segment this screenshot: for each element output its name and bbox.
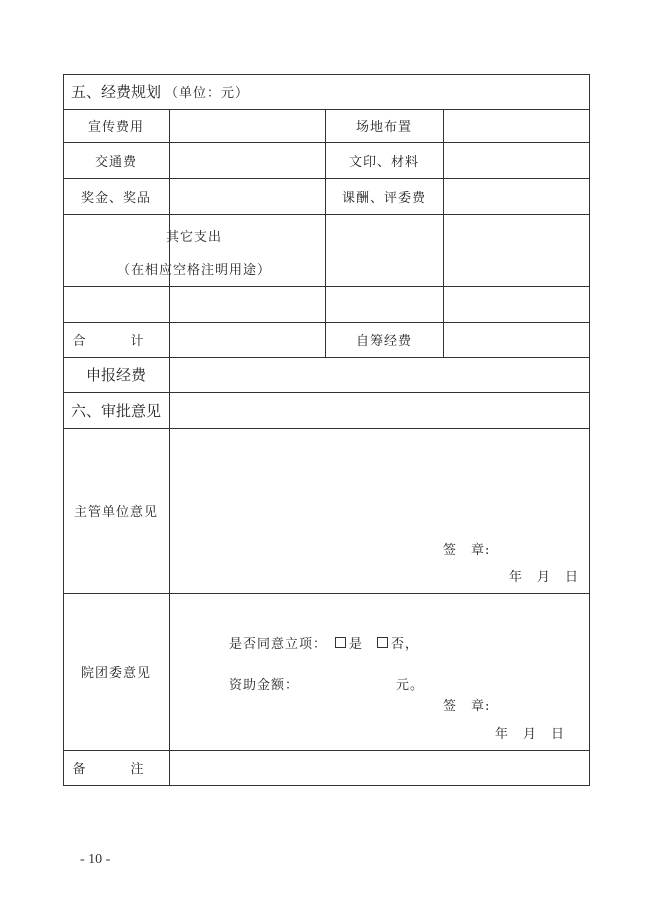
funding-approval-table	[63, 74, 590, 786]
col-rule	[169, 357, 170, 428]
label-total: 合 计	[72, 334, 160, 349]
section5-title: 五、经费规划	[71, 83, 162, 101]
amount-label: 资助金额：	[229, 677, 300, 693]
label-other-note: （在相应空格注明用途）	[116, 262, 271, 278]
table-border-right	[589, 74, 590, 786]
row-rule	[63, 286, 590, 287]
page-number: - 10 -	[80, 852, 111, 867]
checkbox-yes[interactable]	[335, 637, 346, 648]
committee-signature: 签 章:	[443, 698, 491, 714]
label-other-expenses: 其它支出	[165, 229, 222, 245]
col-rule	[169, 428, 170, 786]
option-yes: 是	[349, 636, 364, 652]
supervisor-signature: 签 章:	[443, 542, 491, 558]
supervisor-date: 年 月 日	[509, 569, 580, 585]
label-transport: 交通费	[94, 154, 137, 170]
label-fees: 课酬、评委费	[341, 190, 426, 206]
label-remarks: 备 注	[72, 762, 160, 777]
section5-header	[71, 74, 249, 109]
label-publicity: 宣传费用	[87, 120, 144, 135]
label-self-funding: 自筹经费	[355, 334, 412, 349]
approve-question-line	[229, 631, 419, 653]
committee-date: 年 月 日	[495, 726, 566, 742]
label-committee-opinion: 院团委意见	[80, 666, 151, 681]
table-border-bottom	[63, 785, 590, 786]
label-applied-funding: 申报经费	[85, 366, 146, 384]
checkbox-no[interactable]	[377, 637, 388, 648]
label-supervisor-opinion: 主管单位意见	[73, 505, 158, 520]
label-printing: 文印、材料	[348, 154, 419, 170]
label-prizes: 奖金、奖品	[80, 190, 151, 206]
section6-title: 六、审批意见	[71, 401, 162, 420]
option-no: 否，	[391, 636, 420, 652]
row-rule	[63, 214, 590, 215]
approve-question: 是否同意立项：	[229, 636, 328, 652]
label-venue: 场地布置	[355, 120, 412, 135]
amount-unit: 元。	[396, 677, 425, 693]
section5-unit: （单位：元）	[165, 86, 250, 101]
col-rule	[443, 109, 444, 357]
